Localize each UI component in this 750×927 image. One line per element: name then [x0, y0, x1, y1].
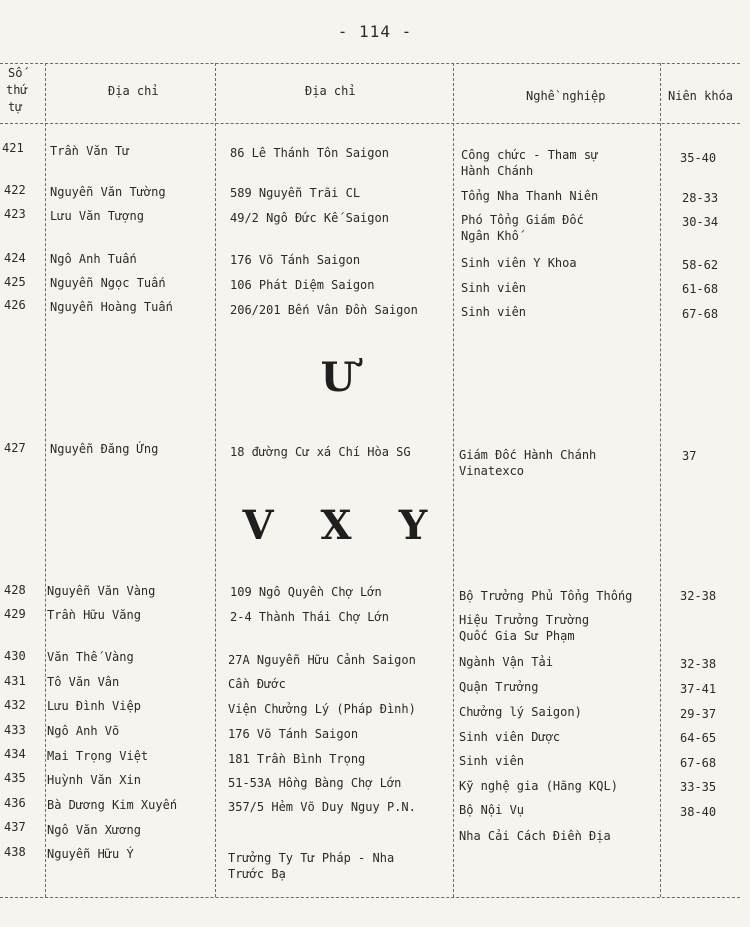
- row-occupation: Phó Tổng Giám Đốc Ngân Khố: [461, 213, 584, 243]
- row-address: 109 Ngô Quyền Chợ Lớn: [230, 585, 382, 599]
- section-letter-y: Y: [398, 502, 428, 549]
- row-name: Lưu Văn Tượng: [50, 209, 144, 223]
- row-years: 58-62: [682, 258, 719, 272]
- row-years: 28-33: [682, 191, 719, 205]
- header-no-line3: tự: [8, 100, 23, 114]
- row-name: Nguyễn Ngọc Tuấn: [50, 276, 166, 290]
- row-years: 33-35: [680, 780, 717, 794]
- row-years: 35-40: [680, 151, 717, 165]
- row-address: Trưởng Ty Tư Pháp - Nha Trước Bạ: [228, 851, 395, 881]
- row-name: Nguyễn Đăng Ứng: [50, 442, 159, 456]
- table-bottom-rule: [0, 897, 740, 898]
- row-number: 431: [4, 674, 26, 688]
- row-number: 432: [4, 698, 26, 712]
- row-address: 86 Lê Thánh Tôn Saigon: [230, 146, 389, 160]
- header-name: Địa chỉ: [108, 84, 159, 98]
- row-number: 437: [4, 820, 26, 834]
- row-name: Huỳnh Văn Xin: [47, 773, 141, 787]
- row-number: 422: [4, 183, 26, 197]
- row-years: 37-41: [680, 682, 717, 696]
- row-address: 49/2 Ngô Đức Kế Saigon: [230, 211, 389, 225]
- row-address: 357/5 Hẻm Võ Duy Nguy P.N.: [228, 800, 416, 814]
- row-occupation: Bộ Nội Vụ: [459, 803, 525, 817]
- row-number: 430: [4, 649, 26, 663]
- row-years: 30-34: [682, 215, 719, 229]
- row-name: Ngô Anh Võ: [47, 724, 120, 738]
- row-number: 433: [4, 723, 26, 737]
- row-occupation: Sinh viên: [461, 305, 527, 319]
- row-address: 589 Nguyễn Trãi CL: [230, 186, 361, 200]
- row-address: 206/201 Bến Vân Đồn Saigon: [230, 303, 418, 317]
- header-occupation: Nghề nghiệp: [526, 89, 606, 103]
- row-number: 426: [4, 298, 26, 312]
- row-address: 2-4 Thành Thái Chợ Lớn: [230, 610, 389, 624]
- row-name: Nguyễn Văn Tường: [50, 185, 166, 199]
- column-divider-address: [453, 63, 454, 897]
- row-years: 29-37: [680, 707, 717, 721]
- row-occupation: Kỹ nghệ gia (Hãng KQL): [459, 779, 618, 793]
- row-number: 434: [4, 747, 26, 761]
- row-number: 424: [4, 251, 26, 265]
- row-years: 37: [682, 449, 697, 463]
- table-top-rule: [0, 63, 740, 64]
- header-address: Địa chỉ: [305, 84, 356, 98]
- row-occupation: Sinh viên: [461, 281, 527, 295]
- row-name: Trần Hữu Văng: [47, 608, 141, 622]
- page-number: - 114 -: [337, 22, 413, 41]
- header-years: Niên khóa: [668, 89, 734, 103]
- row-address: 106 Phát Diệm Saigon: [230, 278, 375, 292]
- row-years: 64-65: [680, 731, 717, 745]
- row-number: 438: [4, 845, 26, 859]
- header-bottom-rule: [0, 123, 740, 124]
- row-name: Nguyễn Hữu Ý: [47, 847, 134, 861]
- row-occupation: Sinh viên: [459, 754, 525, 768]
- row-occupation: Giám Đốc Hành Chánh Vinatexco: [459, 448, 597, 478]
- header-no-line1: Số: [8, 66, 23, 80]
- row-name: Mai Trọng Việt: [47, 749, 149, 763]
- row-number: 428: [4, 583, 26, 597]
- row-number: 423: [4, 207, 26, 221]
- row-address: 181 Trần Bình Trọng: [228, 752, 366, 766]
- section-letter-x: X: [320, 502, 352, 549]
- row-name: Ngô Văn Xương: [47, 823, 141, 837]
- row-occupation: Công chức - Tham sự Hành Chánh: [461, 148, 599, 178]
- column-divider-no: [45, 63, 46, 897]
- row-name: Ngô Anh Tuấn: [50, 252, 137, 266]
- row-years: 67-68: [682, 307, 719, 321]
- row-number: 435: [4, 771, 26, 785]
- row-number: 421: [2, 141, 24, 155]
- row-number: 429: [4, 607, 26, 621]
- row-address: Cần Đước: [228, 677, 286, 691]
- row-occupation: Chưởng lý Saigon): [459, 705, 582, 719]
- row-years: 38-40: [680, 805, 717, 819]
- row-name: Văn Thế Vàng: [47, 650, 134, 664]
- row-occupation: Tổng Nha Thanh Niên: [461, 189, 599, 203]
- column-divider-occupation: [660, 63, 661, 897]
- row-occupation: Nha Cải Cách Điền Địa: [459, 829, 611, 843]
- row-name: Nguyễn Văn Vàng: [47, 584, 156, 598]
- row-name: Bà Dương Kim Xuyến: [47, 798, 178, 812]
- row-address: Viện Chưởng Lý (Pháp Đình): [228, 702, 416, 716]
- row-occupation: Sinh viên Dược: [459, 730, 561, 744]
- row-number: 427: [4, 441, 26, 455]
- row-number: 425: [4, 275, 26, 289]
- row-address: 18 đường Cư xá Chí Hòa SG: [230, 445, 411, 459]
- row-number: 436: [4, 796, 26, 810]
- section-letter-v: V: [242, 502, 274, 549]
- row-name: Tô Văn Vân: [47, 675, 120, 689]
- row-occupation: Sinh viên Y Khoa: [461, 256, 577, 270]
- row-address: 51-53A Hồng Bàng Chợ Lớn: [228, 776, 402, 790]
- row-name: Nguyễn Hoàng Tuấn: [50, 300, 173, 314]
- row-occupation: Quận Trưởng: [459, 680, 539, 694]
- header-no-line2: thứ: [6, 83, 28, 97]
- row-address: 176 Võ Tánh Saigon: [228, 727, 359, 741]
- row-years: 67-68: [680, 756, 717, 770]
- row-years: 61-68: [682, 282, 719, 296]
- row-years: 32-38: [680, 589, 717, 603]
- row-name: Lưu Đình Việp: [47, 699, 141, 713]
- row-occupation: Ngành Vận Tải: [459, 655, 553, 669]
- row-occupation: Bộ Trưởng Phủ Tổng Thống: [459, 589, 633, 603]
- row-years: 32-38: [680, 657, 717, 671]
- row-name: Trần Văn Tư: [50, 144, 130, 158]
- row-occupation: Hiệu Trưởng Trường Quốc Gia Sư Phạm: [459, 613, 590, 643]
- column-divider-name: [215, 63, 216, 897]
- row-address: 176 Võ Tánh Saigon: [230, 253, 361, 267]
- section-letter-u: Ư: [320, 354, 356, 401]
- row-address: 27A Nguyễn Hữu Cảnh Saigon: [228, 653, 416, 667]
